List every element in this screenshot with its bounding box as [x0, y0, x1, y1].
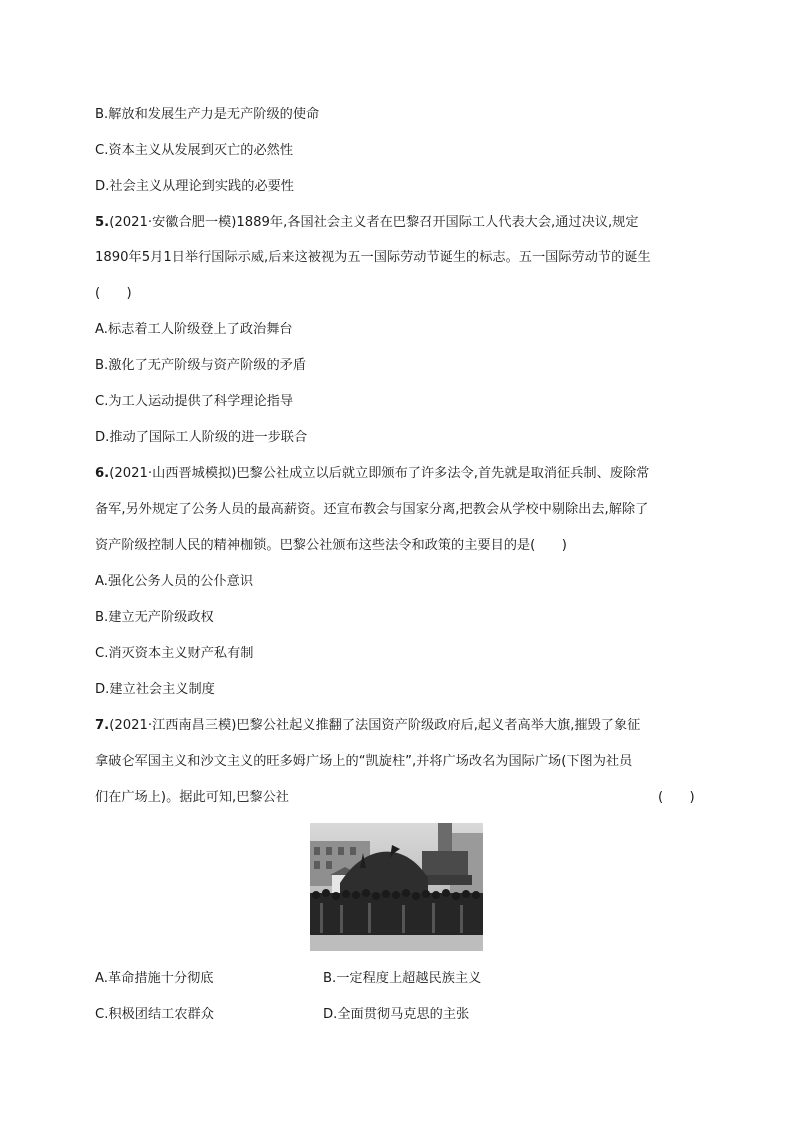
- q5-option-a: A.标志着工人阶级登上了政治舞台: [95, 322, 293, 337]
- q7-stem-line3: 们在广场上)。据此可知,巴黎公社: [95, 790, 289, 805]
- q7-stem-line2: 拿破仑军国主义和沙文主义的旺多姆广场上的“凯旋柱”,并将广场改名为国际广场(下图为社员: [95, 754, 633, 769]
- q7-number: 7.: [95, 718, 110, 733]
- q4-option-b: B.解放和发展生产力是无产阶级的使命: [95, 107, 320, 122]
- q5-option-c: C.为工人运动提供了科学理论指导: [95, 394, 294, 409]
- q4-option-d: D.社会主义从理论到实践的必要性: [95, 179, 294, 194]
- q7-option-d: D.全面贯彻马克思的主张: [323, 1007, 470, 1022]
- q7-option-c: C.积极团结工农群众: [95, 1007, 214, 1022]
- q7-answer-paren: ( ): [658, 790, 695, 805]
- q6-stem-line1: [95, 465, 649, 483]
- q6-option-d: D.建立社会主义制度: [95, 682, 215, 697]
- q5-stem-line2: 1890年5月1日举行国际示威,后来这被视为五一国际劳动节诞生的标志。五一国际劳动节的诞生: [95, 250, 651, 265]
- q5-option-d: D.推动了国际工人阶级的进一步联合: [95, 430, 308, 445]
- q5-option-b: B.激化了无产阶级与资产阶级的矛盾: [95, 358, 307, 373]
- q6-option-a: A.强化公务人员的公仆意识: [95, 574, 254, 589]
- q6-number: 6.: [95, 466, 110, 481]
- q7-option-a: A.革命措施十分彻底: [95, 971, 214, 986]
- q6-stem-line2: 备军,另外规定了公务人员的最高薪资。还宣布教会与国家分离,把教会从学校中剔除出去,解除了: [95, 502, 649, 517]
- q6-stem-text1: (2021·山西晋城模拟)巴黎公社成立以后就立即颁布了许多法令,首先就是取消征兵制、废除常: [109, 466, 650, 481]
- paris-commune-photo: [310, 823, 483, 951]
- q7-stem-line1: [95, 717, 640, 735]
- q7-option-b: B.一定程度上超越民族主义: [323, 971, 482, 986]
- q6-stem-line3: 资产阶级控制人民的精神枷锁。巴黎公社颁布这些法令和政策的主要目的是( ): [95, 538, 567, 553]
- q5-stem-text1: (2021·安徽合肥一模)1889年,各国社会主义者在巴黎召开国际工人代表大会,通过决议,规定: [109, 215, 639, 230]
- q5-stem-line1: [95, 214, 639, 232]
- q6-option-b: B.建立无产阶级政权: [95, 610, 214, 625]
- q5-number: 5.: [95, 215, 110, 230]
- q7-stem-text1: (2021·江西南昌三模)巴黎公社起义推翻了法国资产阶级政府后,起义者高举大旗,摧毁了象征: [109, 718, 641, 733]
- q5-answer-paren: ( ): [95, 286, 132, 301]
- q6-option-c: C.消灭资本主义财产私有制: [95, 646, 254, 661]
- q4-option-c: C.资本主义从发展到灭亡的必然性: [95, 143, 294, 158]
